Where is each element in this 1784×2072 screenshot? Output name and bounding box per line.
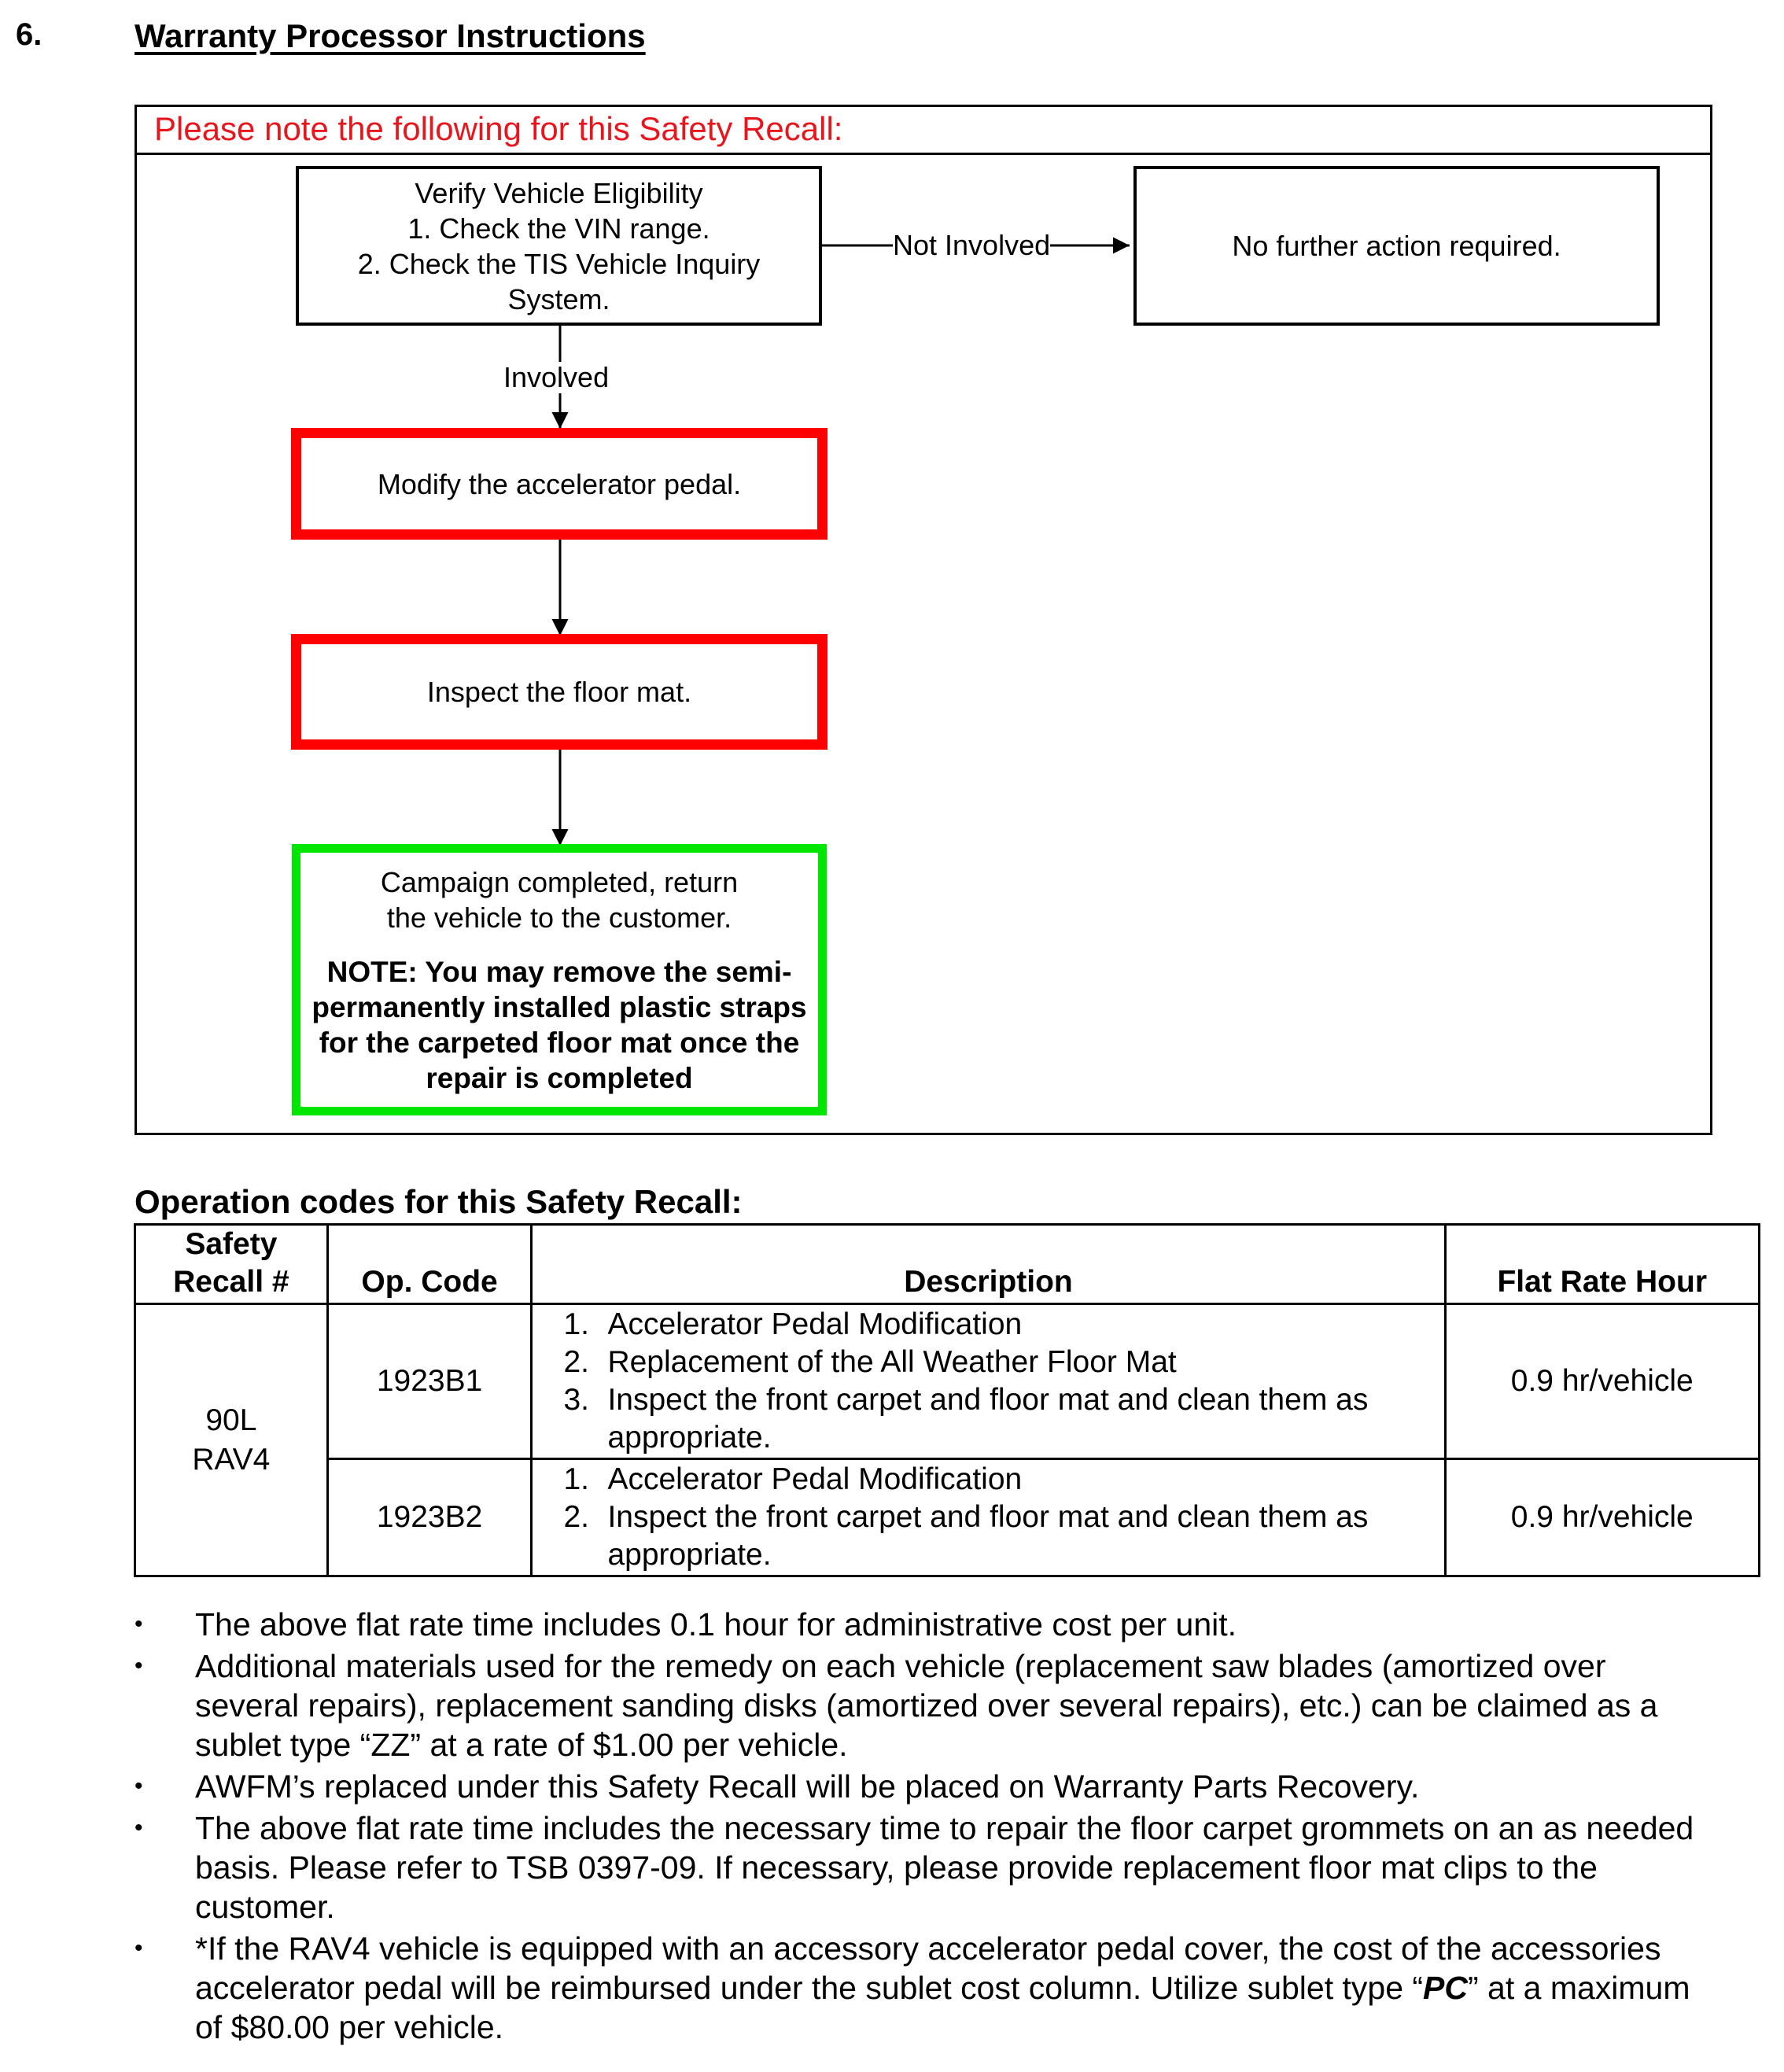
list-item: • AWFM’s replaced under this Safety Recall will be placed on Warranty Parts Recovery. [135, 1768, 1420, 1805]
flat-rate-cell: 0.9 hr/vehicle [1445, 1304, 1760, 1459]
operation-codes-title: Operation codes for this Safety Recall: [135, 1183, 743, 1220]
bullet-icon: • [135, 1935, 143, 1961]
list-item: 1. Accelerator Pedal Modification [563, 1307, 1023, 1341]
not-involved-label: Not Involved [893, 229, 1051, 261]
bullet-icon: • [135, 1653, 143, 1679]
list-item: • Additional materials used for the remedy on each vehicle (replacement saw blades (amortized over several repairs), replacement sanding disks (amortized over several repairs), etc.) can be claimed as a sublet type “ZZ” at a rate of $1.00 per vehicle. [135, 1648, 1658, 1763]
flat-rate-cell: 0.9 hr/vehicle [1445, 1459, 1760, 1576]
verify-line-3: 2. Check the TIS Vehicle Inquiry [357, 247, 761, 280]
note-line-2: permanently installed plastic straps [311, 990, 807, 1023]
op-code-cell: 1923B2 [327, 1459, 532, 1576]
bullet-icon: • [135, 1611, 143, 1637]
note-line-1: NOTE: You may remove the semi- [326, 955, 792, 988]
inspect-floor-mat-text: Inspect the floor mat. [426, 676, 692, 708]
completed-line-1: Campaign completed, return [380, 865, 739, 898]
modify-pedal-text: Modify the accelerator pedal. [377, 467, 742, 500]
table-row [135, 1459, 1760, 1576]
header-description: Description [532, 1225, 1445, 1304]
no-action-text: No further action required. [1232, 230, 1561, 262]
bullet-icon: • [135, 1773, 143, 1799]
description-cell [532, 1459, 1445, 1576]
inspect-floor-mat-box [291, 634, 827, 750]
completed-line-2: the vehicle to the customer. [386, 901, 732, 934]
recall-cell: 90L RAV4 [135, 1304, 328, 1576]
safety-recall-note: Please note the following for this Safety Recall: [154, 110, 843, 147]
header-flat-rate: Flat Rate Hour [1445, 1225, 1760, 1304]
verify-line-4: System. [507, 282, 610, 315]
verify-eligibility-box [296, 166, 822, 326]
table-header-row [135, 1225, 1760, 1304]
verify-line-2: 1. Check the VIN range. [407, 212, 710, 245]
list-item: • The above flat rate time includes the necessary time to repair the floor carpet grommets on an as needed basis. Please refer to TSB 0397-09. If necessary, please provide replacement floor mat clips to the customer. [135, 1810, 1694, 1925]
table-row [135, 1304, 1760, 1459]
description-cell [532, 1304, 1445, 1459]
list-item: • The above flat rate time includes 0.1 hour for administrative cost per unit. [135, 1606, 1237, 1642]
list-item: • *If the RAV4 vehicle is equipped with an accessory accelerator pedal cover, the cost of the accessories accelerator pedal will be reimbursed under the sublet cost column. Utilize sublet type “PC” at a maximum of $80.00 per vehicle. [135, 1930, 1690, 2045]
bullet-icon: • [135, 1815, 143, 1841]
completed-note [311, 954, 806, 1096]
operation-codes-table [134, 1223, 1760, 1577]
note-line-4: repair is completed [426, 1061, 693, 1094]
no-action-box [1133, 166, 1660, 326]
header-op-code: Op. Code [327, 1225, 532, 1304]
list-item: 2. Inspect the front carpet and floor mat and clean them as appropriate. [563, 1500, 1369, 1572]
list-item: 2. Replacement of the All Weather Floor Mat [563, 1345, 1177, 1379]
section-number: 6. [16, 17, 42, 52]
note-line-3: for the carpeted floor mat once the [319, 1026, 800, 1059]
section-title: Warranty Processor Instructions [135, 17, 646, 54]
header-safety-recall: Safety Recall # [135, 1225, 328, 1304]
notes-list [135, 1605, 1708, 2049]
campaign-completed-box [292, 844, 827, 1115]
list-item: 3. Inspect the front carpet and floor mat and clean them as appropriate. [563, 1383, 1369, 1454]
modify-pedal-box [291, 428, 827, 540]
verify-line-1: Verify Vehicle Eligibility [415, 176, 703, 209]
op-code-cell: 1923B1 [327, 1304, 532, 1459]
involved-label: Involved [503, 361, 610, 393]
list-item: 1. Accelerator Pedal Modification [563, 1462, 1023, 1496]
